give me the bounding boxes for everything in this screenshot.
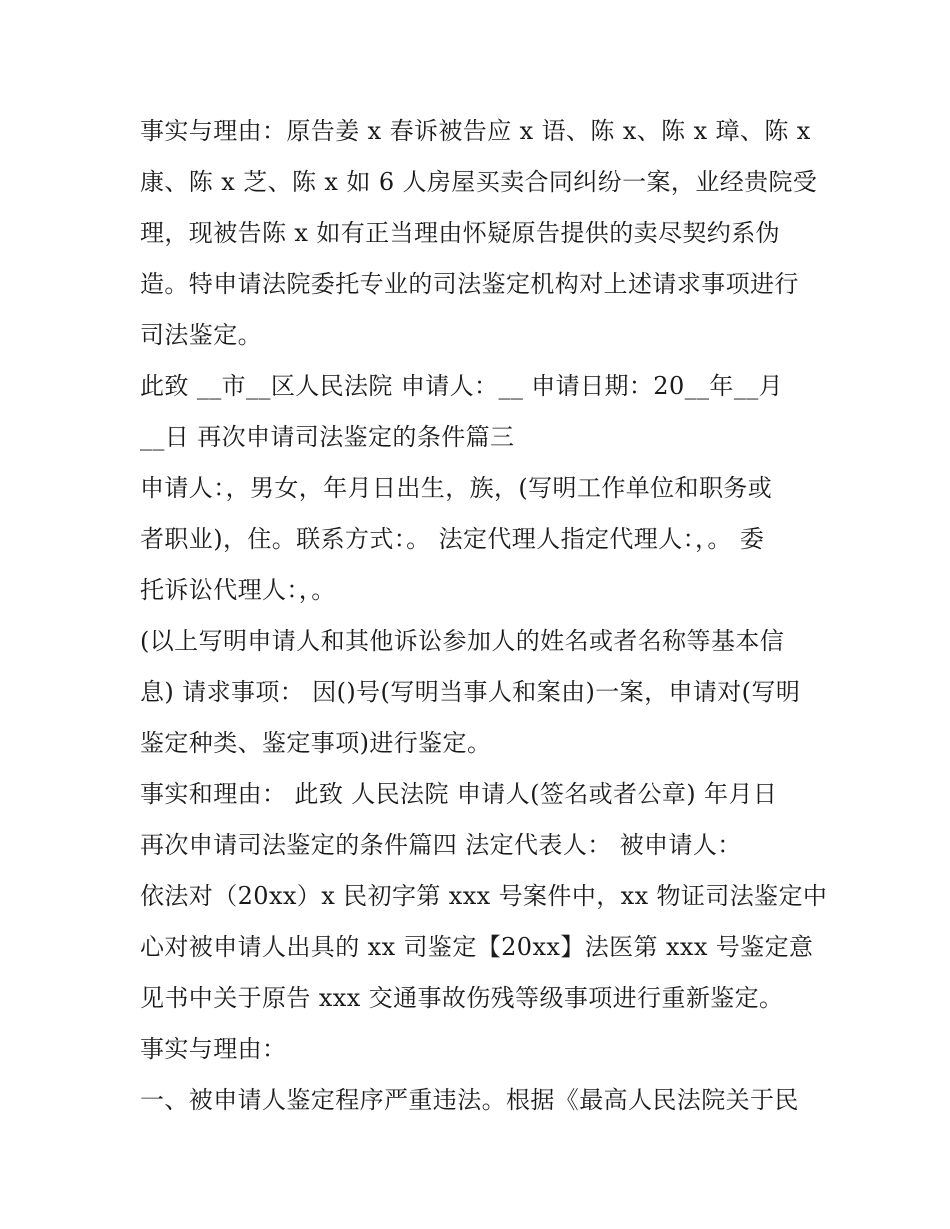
text-line: 司法鉴定。 [140, 321, 262, 349]
text-line: 事实与理由： [140, 1035, 287, 1063]
text-line: __日 再次申请司法鉴定的条件篇三 [140, 423, 515, 451]
text-line: 康、陈 x 芝、陈 x 如 6 人房屋买卖合同纠纷一案，业经贵院受 [140, 168, 818, 196]
text-line: 造。特申请法院委托专业的司法鉴定机构对上述请求事项进行 [140, 270, 799, 298]
text-line: 依法对（20xx）x 民初字第 xxx 号案件中，xx 物证司法鉴定中 [140, 882, 828, 910]
text-line: 再次申请司法鉴定的条件篇四 法定代表人： 被申请人： [140, 831, 742, 859]
text-line: 此致 __市__区人民法院 申请人：__ 申请日期：20__年__月 [140, 372, 784, 400]
text-line: 事实和理由： 此致 人民法院 申请人(签名或者公章) 年月日 [140, 780, 778, 808]
text-line: 见书中关于原告 xxx 交通事故伤残等级事项进行重新鉴定。 [140, 984, 784, 1012]
text-line: 一、被申请人鉴定程序严重违法。根据《最高人民法院关于民 [140, 1086, 799, 1114]
text-line: 事实与理由：原告姜 x 春诉被告应 x 语、陈 x、陈 x 璋、陈 x [140, 117, 811, 145]
text-line: 者职业)，住。联系方式：。 法定代理人指定代理人：，。 委 [140, 525, 765, 553]
text-line: 申请人：，男女，年月日出生，族，(写明工作单位和职务或 [140, 474, 773, 502]
text-line: (以上写明申请人和其他诉讼参加人的姓名或者名称等基本信 [140, 627, 785, 655]
text-line: 托诉讼代理人：，。 [140, 576, 336, 604]
text-line: 理，现被告陈 x 如有正当理由怀疑原告提供的卖尽契约系伪 [140, 219, 780, 247]
document-body [140, 106, 828, 1126]
text-line: 鉴定种类、鉴定事项)进行鉴定。 [140, 729, 492, 757]
text-line: 心对被申请人出具的 xx 司鉴定【20xx】法医第 xxx 号鉴定意 [140, 933, 814, 961]
text-line: 息) 请求事项： 因()号(写明当事人和案由)一案，申请对(写明 [140, 678, 801, 706]
